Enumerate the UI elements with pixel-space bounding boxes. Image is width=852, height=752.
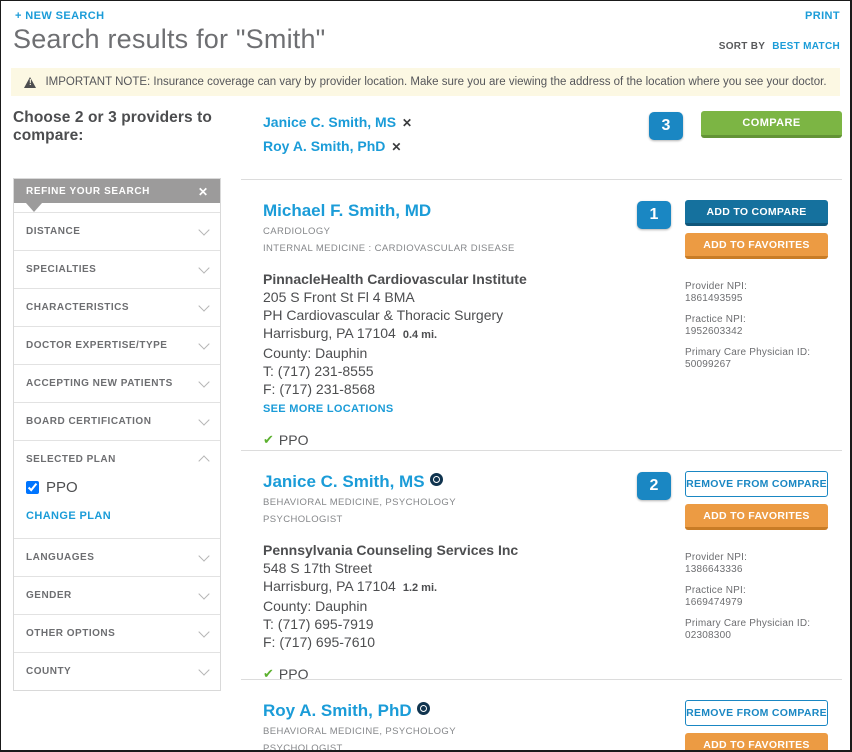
important-note-banner <box>11 68 840 96</box>
sort-by-value-link[interactable]: BEST MATCH <box>772 41 840 52</box>
button-column <box>685 471 828 651</box>
plan-label: PPO <box>278 432 309 448</box>
sidebar-item-label: SPECIALTIES <box>26 264 97 275</box>
chevron-down-icon <box>198 414 209 425</box>
pcp-id-value: 50099267 <box>685 359 732 370</box>
sidebar-item-label: COUNTY <box>26 666 72 677</box>
compare-chip-link[interactable]: Janice C. Smith, MS <box>263 114 397 130</box>
rank-badge: 1 <box>637 201 671 229</box>
chevron-down-icon <box>198 262 209 273</box>
provider-card <box>241 179 842 450</box>
sidebar-item-label: OTHER OPTIONS <box>26 628 116 639</box>
chevron-down-icon <box>198 376 209 387</box>
sidebar-item-label: LANGUAGES <box>26 552 95 563</box>
county-line: County: Dauphin <box>263 345 368 361</box>
practice-npi-value: 1952603342 <box>685 326 743 337</box>
sidebar-item-label: SELECTED PLAN <box>26 454 116 465</box>
pcp-id-group <box>685 347 828 371</box>
provider-npi-label: Provider NPI: <box>685 281 748 292</box>
sidebar-item-board-certification[interactable] <box>14 402 220 440</box>
distance-text: 1.2 mi. <box>402 582 438 594</box>
provider-npi-value: 1386643336 <box>685 564 743 575</box>
practice-npi-group <box>685 314 828 338</box>
sidebar-item-label: GENDER <box>26 590 72 601</box>
sidebar-item-other-options[interactable] <box>14 614 220 652</box>
sidebar-item-selected-plan[interactable] <box>14 440 220 478</box>
chevron-down-icon <box>198 224 209 235</box>
card-actions <box>637 471 842 651</box>
ppo-checkbox-label: PPO <box>46 479 78 496</box>
content-area <box>1 96 850 752</box>
provider-specialty: PSYCHOLOGIST <box>263 743 343 752</box>
sidebar-item-gender[interactable] <box>14 576 220 614</box>
phone-line: T: (717) 231-8555 <box>263 363 374 379</box>
left-column <box>13 106 221 752</box>
provider-npi-label: Provider NPI: <box>685 552 748 563</box>
provider-npi-group <box>685 281 828 305</box>
provider-specialty: PSYCHOLOGIST <box>263 514 343 525</box>
card-actions <box>637 200 842 380</box>
selected-plan-option-row <box>14 478 220 506</box>
provider-npi-group <box>685 552 828 576</box>
sidebar-item-distance[interactable] <box>14 212 220 250</box>
provider-name-link[interactable]: Michael F. Smith, MD <box>263 201 432 220</box>
rank-slot <box>637 471 685 500</box>
sidebar-item-accepting-new-patients[interactable] <box>14 364 220 402</box>
chevron-down-icon <box>198 588 209 599</box>
close-icon[interactable]: ✕ <box>197 184 208 199</box>
card-actions <box>637 700 842 752</box>
provider-card <box>241 679 842 752</box>
print-link[interactable]: PRINT <box>805 10 840 22</box>
sidebar-item-label: DISTANCE <box>26 226 81 237</box>
sidebar-item-languages[interactable] <box>14 538 220 576</box>
compare-count-badge: 3 <box>649 112 683 140</box>
npi-info <box>685 552 828 642</box>
sidebar-item-label: DOCTOR EXPERTISE/TYPE <box>26 340 168 351</box>
pcp-id-group <box>685 618 828 642</box>
practice-npi-label: Practice NPI: <box>685 314 746 325</box>
sidebar-item-county[interactable] <box>14 652 220 690</box>
check-icon: ✔ <box>263 666 274 681</box>
provider-specialty: BEHAVIORAL MEDICINE, PSYCHOLOGY <box>263 726 456 737</box>
warning-icon <box>24 77 36 88</box>
facility-name: Pennsylvania Counseling Services Inc <box>263 542 519 558</box>
provider-specialty: CARDIOLOGY <box>263 226 331 237</box>
ppo-checkbox[interactable] <box>26 481 39 494</box>
compare-chip <box>263 111 649 135</box>
sidebar-item-label: BOARD CERTIFICATION <box>26 416 152 427</box>
compare-tray <box>241 106 842 159</box>
compare-chips <box>263 111 649 159</box>
provider-specialty: BEHAVIORAL MEDICINE, PSYCHOLOGY <box>263 497 456 508</box>
sidebar-item-characteristics[interactable] <box>14 288 220 326</box>
facility-name: PinnacleHealth Cardiovascular Institute <box>263 271 527 287</box>
results-column <box>241 106 842 752</box>
provider-name-link[interactable]: Roy A. Smith, PhD <box>263 701 412 720</box>
add-to-compare-button[interactable]: ADD TO COMPARE <box>685 200 828 226</box>
add-to-favorites-button[interactable]: ADD TO FAVORITES <box>685 504 828 530</box>
city-text: Harrisburg, PA 17104 <box>263 578 396 594</box>
provider-specialty: INTERNAL MEDICINE : CARDIOVASCULAR DISEASE <box>263 243 515 254</box>
change-plan-link[interactable]: CHANGE PLAN <box>26 510 112 522</box>
rank-slot <box>637 200 685 229</box>
remove-chip-icon[interactable]: ✕ <box>391 140 402 154</box>
sidebar-item-label: CHARACTERISTICS <box>26 302 130 313</box>
practice-npi-group <box>685 585 828 609</box>
phone-line: T: (717) 695-7919 <box>263 616 374 632</box>
plan-label: PPO <box>278 666 309 682</box>
chevron-down-icon <box>198 664 209 675</box>
chevron-up-icon <box>198 455 209 466</box>
new-search-link[interactable]: + NEW SEARCH <box>15 10 105 22</box>
important-note-text: IMPORTANT NOTE: Insurance coverage can vary by provider location. Make sure you are viewing the address of the location where you see your doctor. <box>45 76 827 88</box>
county-line: County: Dauphin <box>263 598 368 614</box>
compare-chip <box>263 135 649 159</box>
compare-chip-link[interactable]: Roy A. Smith, PhD <box>263 138 386 154</box>
fax-line: F: (717) 695-7610 <box>263 634 376 650</box>
chevron-down-icon <box>198 626 209 637</box>
fax-line: F: (717) 231-8568 <box>263 381 376 397</box>
city-text: Harrisburg, PA 17104 <box>263 325 396 341</box>
remove-chip-icon[interactable]: ✕ <box>402 116 413 130</box>
provider-npi-value: 1861493595 <box>685 293 743 304</box>
npi-info <box>685 281 828 371</box>
chevron-down-icon <box>198 300 209 311</box>
refine-search-panel <box>13 178 221 691</box>
provider-card <box>241 450 842 682</box>
title-row <box>1 22 850 55</box>
remove-from-compare-button[interactable]: REMOVE FROM COMPARE <box>685 700 828 726</box>
remove-from-compare-button[interactable]: REMOVE FROM COMPARE <box>685 471 828 497</box>
check-icon: ✔ <box>263 432 274 447</box>
rank-badge: 2 <box>637 472 671 500</box>
provider-name-link[interactable]: Janice C. Smith, MS <box>263 472 425 491</box>
page-title: Search results for "Smith" <box>13 24 326 54</box>
practice-npi-value: 1669474979 <box>685 597 743 608</box>
address-line: PH Cardiovascular & Thoracic Surgery <box>263 307 504 323</box>
compare-button[interactable]: COMPARE <box>701 111 842 138</box>
address-line: 205 S Front St Fl 4 BMA <box>263 289 415 305</box>
button-column <box>685 700 828 752</box>
sort-by <box>719 41 840 55</box>
award-badge-icon <box>430 473 443 486</box>
plan-row <box>263 432 842 448</box>
sidebar-item-label: ACCEPTING NEW PATIENTS <box>26 378 173 389</box>
chevron-down-icon <box>198 338 209 349</box>
pcp-id-label: Primary Care Physician ID: <box>685 618 811 629</box>
panel-notch <box>26 203 42 212</box>
sort-by-label: SORT BY <box>718 41 766 52</box>
pcp-id-value: 02308300 <box>685 630 732 641</box>
pcp-id-label: Primary Care Physician ID: <box>685 347 811 358</box>
button-column <box>685 200 828 380</box>
add-to-favorites-button[interactable]: ADD TO FAVORITES <box>685 733 828 752</box>
refine-search-title: REFINE YOUR SEARCH <box>26 186 150 197</box>
top-bar <box>1 1 850 22</box>
chevron-down-icon <box>198 550 209 561</box>
see-more-locations-link[interactable]: SEE MORE LOCATIONS <box>263 403 394 415</box>
address-line: 548 S 17th Street <box>263 560 372 576</box>
choose-providers-heading: Choose 2 or 3 providers to compare: <box>13 109 212 144</box>
refine-search-header <box>14 179 220 203</box>
sidebar-item-doctor-expertise[interactable] <box>14 326 220 364</box>
award-badge-icon <box>417 702 430 715</box>
add-to-favorites-button[interactable]: ADD TO FAVORITES <box>685 233 828 259</box>
practice-npi-label: Practice NPI: <box>685 585 746 596</box>
sidebar-item-specialties[interactable] <box>14 250 220 288</box>
distance-text: 0.4 mi. <box>402 329 438 341</box>
